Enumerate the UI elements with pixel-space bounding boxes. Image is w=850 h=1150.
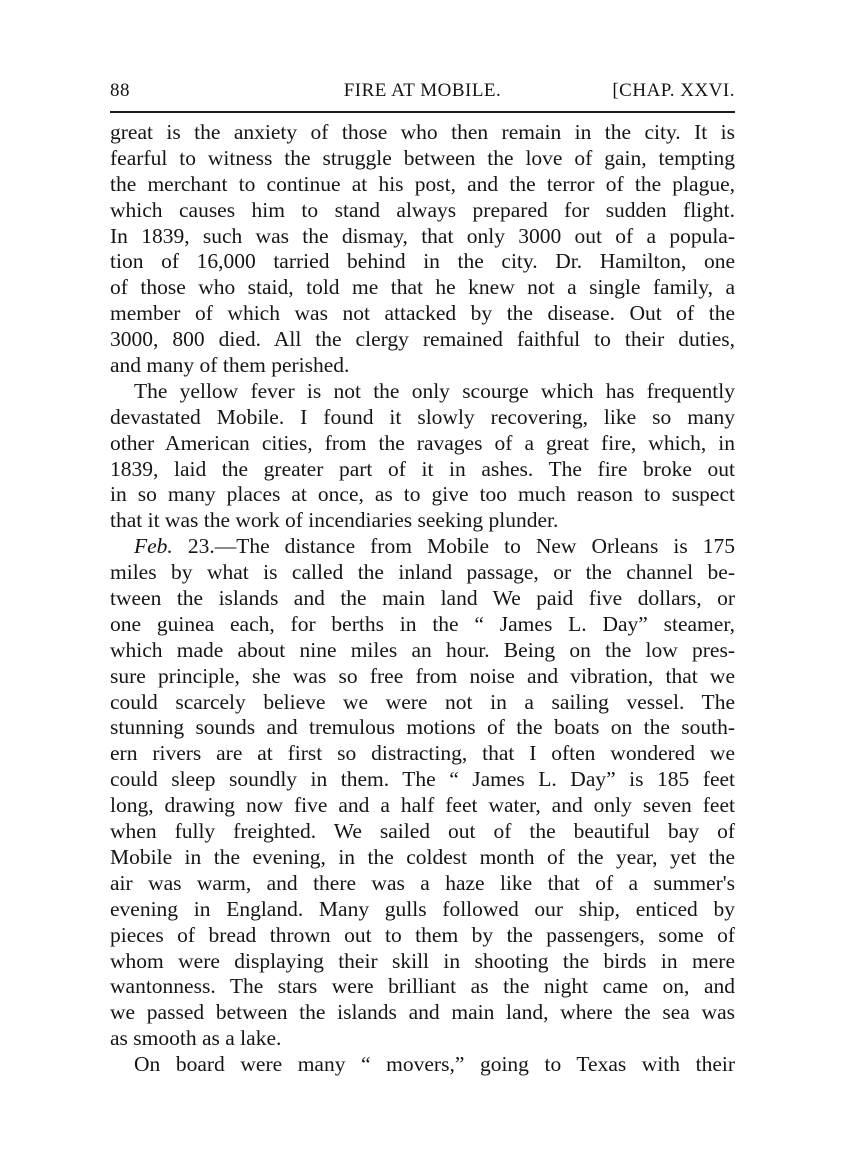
chapter-reference: [CHAP. XXVI.: [612, 80, 735, 101]
text-line: stunning sounds and tremulous motions of the boats on the south-: [110, 715, 735, 740]
text-line: ern rivers are at first so distracting, that I often wondered we: [110, 741, 735, 766]
text-line: which causes him to stand always prepared for sudden flight.: [110, 197, 735, 222]
text-line: pieces of bread thrown out to them by the passengers, some of: [110, 922, 735, 947]
text-line: that it was the work of incendiaries seeking plunder.: [110, 508, 559, 533]
text-line: and many of them perished.: [110, 353, 350, 378]
text-line: air was warm, and there was a haze like that of a summer's: [110, 870, 735, 895]
text-line: whom were displaying their skill in shooting the birds in mere: [110, 948, 735, 973]
text-line: of those who staid, told me that he knew not a single family, a: [110, 275, 735, 300]
text-line: tion of 16,000 tarried behind in the city. Dr. Hamilton, one: [110, 249, 735, 274]
text-line: Mobile in the evening, in the coldest month of the year, yet the: [110, 844, 735, 869]
text-line: The yellow fever is not the only scourge which has frequently: [134, 378, 735, 403]
body-text: [110, 120, 735, 1078]
text-line: other American cities, from the ravages of a great fire, which, in: [110, 430, 735, 455]
running-title: FIRE AT MOBILE.: [343, 80, 502, 101]
text-line: when fully freighted. We sailed out of the beautiful bay of: [110, 819, 735, 844]
text-line: member of which was not attacked by the disease. Out of the: [110, 301, 735, 326]
page-number: 88: [110, 80, 130, 101]
text-line: could sleep soundly in them. The “ James L. Day” is 185 feet: [110, 767, 735, 792]
text-line: long, drawing now five and a half feet water, and only seven feet: [110, 793, 735, 818]
text-line: in so many places at once, as to give too much reason to suspect: [110, 482, 735, 507]
text-line: 1839, laid the greater part of it in ashes. The fire broke out: [110, 456, 735, 481]
text-line: On board were many “ movers,” going to Texas with their: [134, 1052, 735, 1077]
text-line: the merchant to continue at his post, and the terror of the plague,: [110, 171, 735, 196]
text-line: 3000, 800 died. All the clergy remained faithful to their duties,: [110, 327, 735, 352]
text-line: devastated Mobile. I found it slowly recovering, like so many: [110, 404, 735, 429]
text-line: wantonness. The stars were brilliant as the night came on, and: [110, 974, 735, 999]
header-rule: [110, 111, 735, 113]
text-line: miles by what is called the inland passage, or the channel be-: [110, 560, 735, 585]
text-line: which made about nine miles an hour. Being on the low pres-: [110, 637, 735, 662]
text-line: as smooth as a lake.: [110, 1026, 282, 1051]
text-line: In 1839, such was the dismay, that only 3000 out of a popula-: [110, 223, 735, 248]
running-head: [110, 72, 735, 104]
text-line: fearful to witness the struggle between the love of gain, tempting: [110, 145, 735, 170]
text-line: Feb. 23.—The distance from Mobile to New Orleans is 175: [134, 534, 735, 559]
text-line: we passed between the islands and main land, where the sea was: [110, 1000, 735, 1025]
text-line: one guinea each, for berths in the “ James L. Day” steamer,: [110, 611, 735, 636]
text-line: sure principle, she was so free from noise and vibration, that we: [110, 663, 735, 688]
text-line: evening in England. Many gulls followed our ship, enticed by: [110, 896, 735, 921]
text-line: could scarcely believe we were not in a sailing vessel. The: [110, 689, 735, 714]
text-line: tween the islands and the main land We paid five dollars, or: [110, 586, 735, 611]
date-marker: Feb.: [134, 534, 173, 559]
text-line: great is the anxiety of those who then remain in the city. It is: [110, 120, 735, 144]
